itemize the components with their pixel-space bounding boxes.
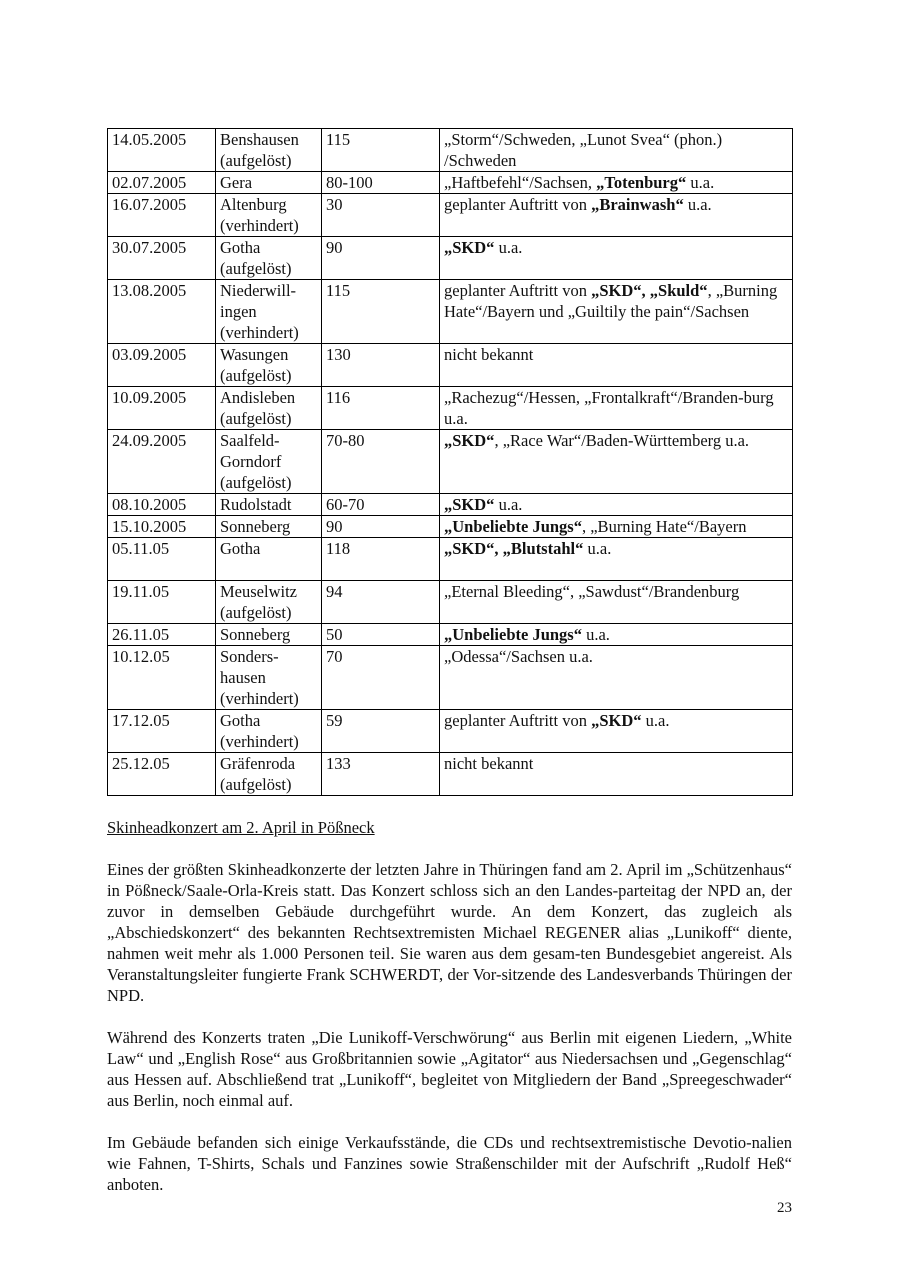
attendance-cell: 70 <box>322 646 440 710</box>
table-row <box>108 624 793 646</box>
band-text: nicht bekannt <box>444 345 534 364</box>
bands-cell <box>440 516 793 538</box>
table-row <box>108 129 793 172</box>
band-text: , „Burning Hate“/Bayern und „Guiltily the pain“/Sachsen <box>444 281 778 321</box>
band-text: u.a. <box>686 173 715 192</box>
attendance-cell: 90 <box>322 237 440 280</box>
band-text: „Odessa“/Sachsen u.a. <box>444 647 593 666</box>
place-status: (aufgelöst) <box>220 409 292 428</box>
place-cell <box>216 344 322 387</box>
date-cell: 24.09.2005 <box>108 430 216 494</box>
place-cell <box>216 646 322 710</box>
date-cell: 16.07.2005 <box>108 194 216 237</box>
band-name-bold: „SKD“ <box>444 431 495 450</box>
bands-cell <box>440 624 793 646</box>
place-cell <box>216 430 322 494</box>
band-name-bold: „Totenburg“ <box>596 173 687 192</box>
band-text: „Haftbefehl“/Sachsen, <box>444 173 597 192</box>
place-cell <box>216 710 322 753</box>
bands-cell <box>440 129 793 172</box>
band-text: geplanter Auftritt von <box>444 281 592 300</box>
place-name: Gotha <box>220 238 261 257</box>
place-status: (aufgelöst) <box>220 775 292 794</box>
document-page <box>107 128 792 1195</box>
place-name: Gotha <box>220 711 261 730</box>
paragraph: Im Gebäude befanden sich einige Verkaufsstände, die CDs und rechtsextremistische Devotio-nalien wie Fahnen, T-Shirts, Schals und Fanzines sowie Straßenschilder mit der Aufschrift „Rudolf Heß“ anboten. <box>107 1133 792 1194</box>
paragraph: Während des Konzerts traten „Die Lunikoff-Verschwörung“ aus Berlin mit eigenen Liedern, „White Law“ und „English Rose“ aus Großbritannien sowie „Agitator“ aus Niedersachsen und „Gegenschlag“ aus Hessen auf. Abschließend trat „Lunikoff“, begleitet von Mitgliedern der Band „Spreegeschwader“ aus Berlin, noch einmal auf. <box>107 1028 792 1110</box>
table-row <box>108 387 793 430</box>
bands-cell <box>440 280 793 344</box>
place-name: Sonders-hausen <box>220 647 279 687</box>
attendance-cell: 80-100 <box>322 172 440 194</box>
band-text: „Storm“/Schweden, „Lunot Svea“ (phon.) /Schweden <box>444 130 723 170</box>
attendance-cell: 70-80 <box>322 430 440 494</box>
band-name-bold: „Unbeliebte Jungs“ <box>444 625 582 644</box>
date-cell: 17.12.05 <box>108 710 216 753</box>
place-status: (verhindert) <box>220 323 299 342</box>
attendance-cell: 90 <box>322 516 440 538</box>
band-name-bold: „Unbeliebte Jungs“ <box>444 517 582 536</box>
place-cell <box>216 538 322 581</box>
table-row <box>108 430 793 494</box>
place-name: Sonneberg <box>220 625 291 644</box>
place-cell <box>216 624 322 646</box>
section-heading: Skinheadkonzert am 2. April in Pößneck <box>107 818 375 837</box>
table-row <box>108 538 793 581</box>
attendance-cell: 116 <box>322 387 440 430</box>
band-text: „Eternal Bleeding“, „Sawdust“/Brandenburg <box>444 582 740 601</box>
band-name-bold: „Brainwash“ <box>591 195 684 214</box>
bands-cell <box>440 538 793 581</box>
date-cell: 30.07.2005 <box>108 237 216 280</box>
bands-cell <box>440 344 793 387</box>
attendance-cell: 115 <box>322 129 440 172</box>
bands-cell <box>440 710 793 753</box>
table-row <box>108 237 793 280</box>
bands-cell <box>440 494 793 516</box>
place-cell <box>216 753 322 796</box>
band-text: geplanter Auftritt von <box>444 711 592 730</box>
table-row <box>108 194 793 237</box>
place-status: (aufgelöst) <box>220 366 292 385</box>
date-cell: 26.11.05 <box>108 624 216 646</box>
place-status: (aufgelöst) <box>220 473 292 492</box>
bands-cell <box>440 646 793 710</box>
table-row <box>108 280 793 344</box>
place-cell <box>216 237 322 280</box>
place-status: (verhindert) <box>220 689 299 708</box>
attendance-cell: 130 <box>322 344 440 387</box>
band-text: , „Race War“/Baden-Württemberg u.a. <box>494 431 750 450</box>
attendance-cell: 118 <box>322 538 440 581</box>
band-text: „Rachezug“/Hessen, „Frontalkraft“/Branden-burg u.a. <box>444 388 774 428</box>
page-number: 23 <box>777 1200 792 1216</box>
place-name: Meuselwitz <box>220 582 297 601</box>
table-row <box>108 516 793 538</box>
place-status: (verhindert) <box>220 216 299 235</box>
table-row <box>108 581 793 624</box>
band-name-bold: „SKD“ <box>444 238 495 257</box>
place-cell <box>216 494 322 516</box>
bands-cell <box>440 387 793 430</box>
band-text: u.a. <box>641 711 670 730</box>
bands-cell <box>440 237 793 280</box>
table-row <box>108 172 793 194</box>
band-text: u.a. <box>683 195 712 214</box>
date-cell: 25.12.05 <box>108 753 216 796</box>
place-status: (aufgelöst) <box>220 603 292 622</box>
date-cell: 15.10.2005 <box>108 516 216 538</box>
attendance-cell: 60-70 <box>322 494 440 516</box>
place-status: (aufgelöst) <box>220 151 292 170</box>
place-name: Benshausen <box>220 130 299 149</box>
date-cell: 08.10.2005 <box>108 494 216 516</box>
place-name: Wasungen <box>220 345 289 364</box>
date-cell: 03.09.2005 <box>108 344 216 387</box>
table-row <box>108 344 793 387</box>
attendance-cell: 30 <box>322 194 440 237</box>
blank-line <box>444 559 788 580</box>
date-cell: 13.08.2005 <box>108 280 216 344</box>
paragraph: Eines der größten Skinheadkonzerte der letzten Jahre in Thüringen fand am 2. April im „Schützenhaus“ in Pößneck/Saale-Orla-Kreis statt. Das Konzert schloss sich an den Landes-parteitag der NPD an, der zuvor in demselben Gebäude durchgeführt wurde. An dem Konzert, das zugleich als „Abschiedskonzert“ des bekannten Rechtsextremisten Michael REGENER alias „Lunikoff“ diente, nahmen weit mehr als 1.000 Personen teil. Sie waren aus dem gesam-ten Bundesgebiet angereist. Als Veranstaltungsleiter fungierte Frank SCHWERDT, der Vor-sitzende des Landesverbands Thüringen der NPD. <box>107 860 792 1005</box>
band-text: , „Burning Hate“/Bayern <box>581 517 747 536</box>
place-cell <box>216 516 322 538</box>
table-row <box>108 753 793 796</box>
place-name: Sonneberg <box>220 517 291 536</box>
place-cell <box>216 581 322 624</box>
place-status: (aufgelöst) <box>220 259 292 278</box>
bands-cell <box>440 581 793 624</box>
place-cell <box>216 172 322 194</box>
attendance-cell: 94 <box>322 581 440 624</box>
bands-cell <box>440 430 793 494</box>
place-cell <box>216 280 322 344</box>
table-row <box>108 710 793 753</box>
band-name-bold: „SKD“, „Blutstahl“ <box>444 539 584 558</box>
band-text: u.a. <box>494 495 523 514</box>
table-row <box>108 494 793 516</box>
date-cell: 10.12.05 <box>108 646 216 710</box>
band-name-bold: „SKD“ <box>444 495 495 514</box>
concert-table <box>107 128 793 796</box>
band-name-bold: „SKD“, „Skuld“ <box>591 281 708 300</box>
place-name: Gräfenroda <box>220 754 296 773</box>
bands-cell <box>440 172 793 194</box>
bands-cell <box>440 753 793 796</box>
concert-table-body <box>108 129 793 796</box>
date-cell: 10.09.2005 <box>108 387 216 430</box>
place-name: Rudolstadt <box>220 495 292 514</box>
band-text: geplanter Auftritt von <box>444 195 592 214</box>
band-text: nicht bekannt <box>444 754 534 773</box>
table-row <box>108 646 793 710</box>
band-name-bold: „SKD“ <box>591 711 642 730</box>
attendance-cell: 59 <box>322 710 440 753</box>
place-name: Altenburg <box>220 195 287 214</box>
band-text: u.a. <box>583 539 612 558</box>
band-text: u.a. <box>494 238 523 257</box>
date-cell: 02.07.2005 <box>108 172 216 194</box>
date-cell: 14.05.2005 <box>108 129 216 172</box>
place-status: (verhindert) <box>220 732 299 751</box>
place-name: Andisleben <box>220 388 296 407</box>
place-name: Niederwill-ingen <box>220 281 297 321</box>
band-text: u.a. <box>581 625 610 644</box>
date-cell: 19.11.05 <box>108 581 216 624</box>
attendance-cell: 50 <box>322 624 440 646</box>
place-name: Gotha <box>220 539 261 558</box>
place-cell <box>216 129 322 172</box>
date-cell: 05.11.05 <box>108 538 216 581</box>
place-cell <box>216 387 322 430</box>
place-name: Gera <box>220 173 253 192</box>
bands-cell <box>440 194 793 237</box>
attendance-cell: 115 <box>322 280 440 344</box>
attendance-cell: 133 <box>322 753 440 796</box>
place-name: Saalfeld-Gorndorf <box>220 431 282 471</box>
place-cell <box>216 194 322 237</box>
